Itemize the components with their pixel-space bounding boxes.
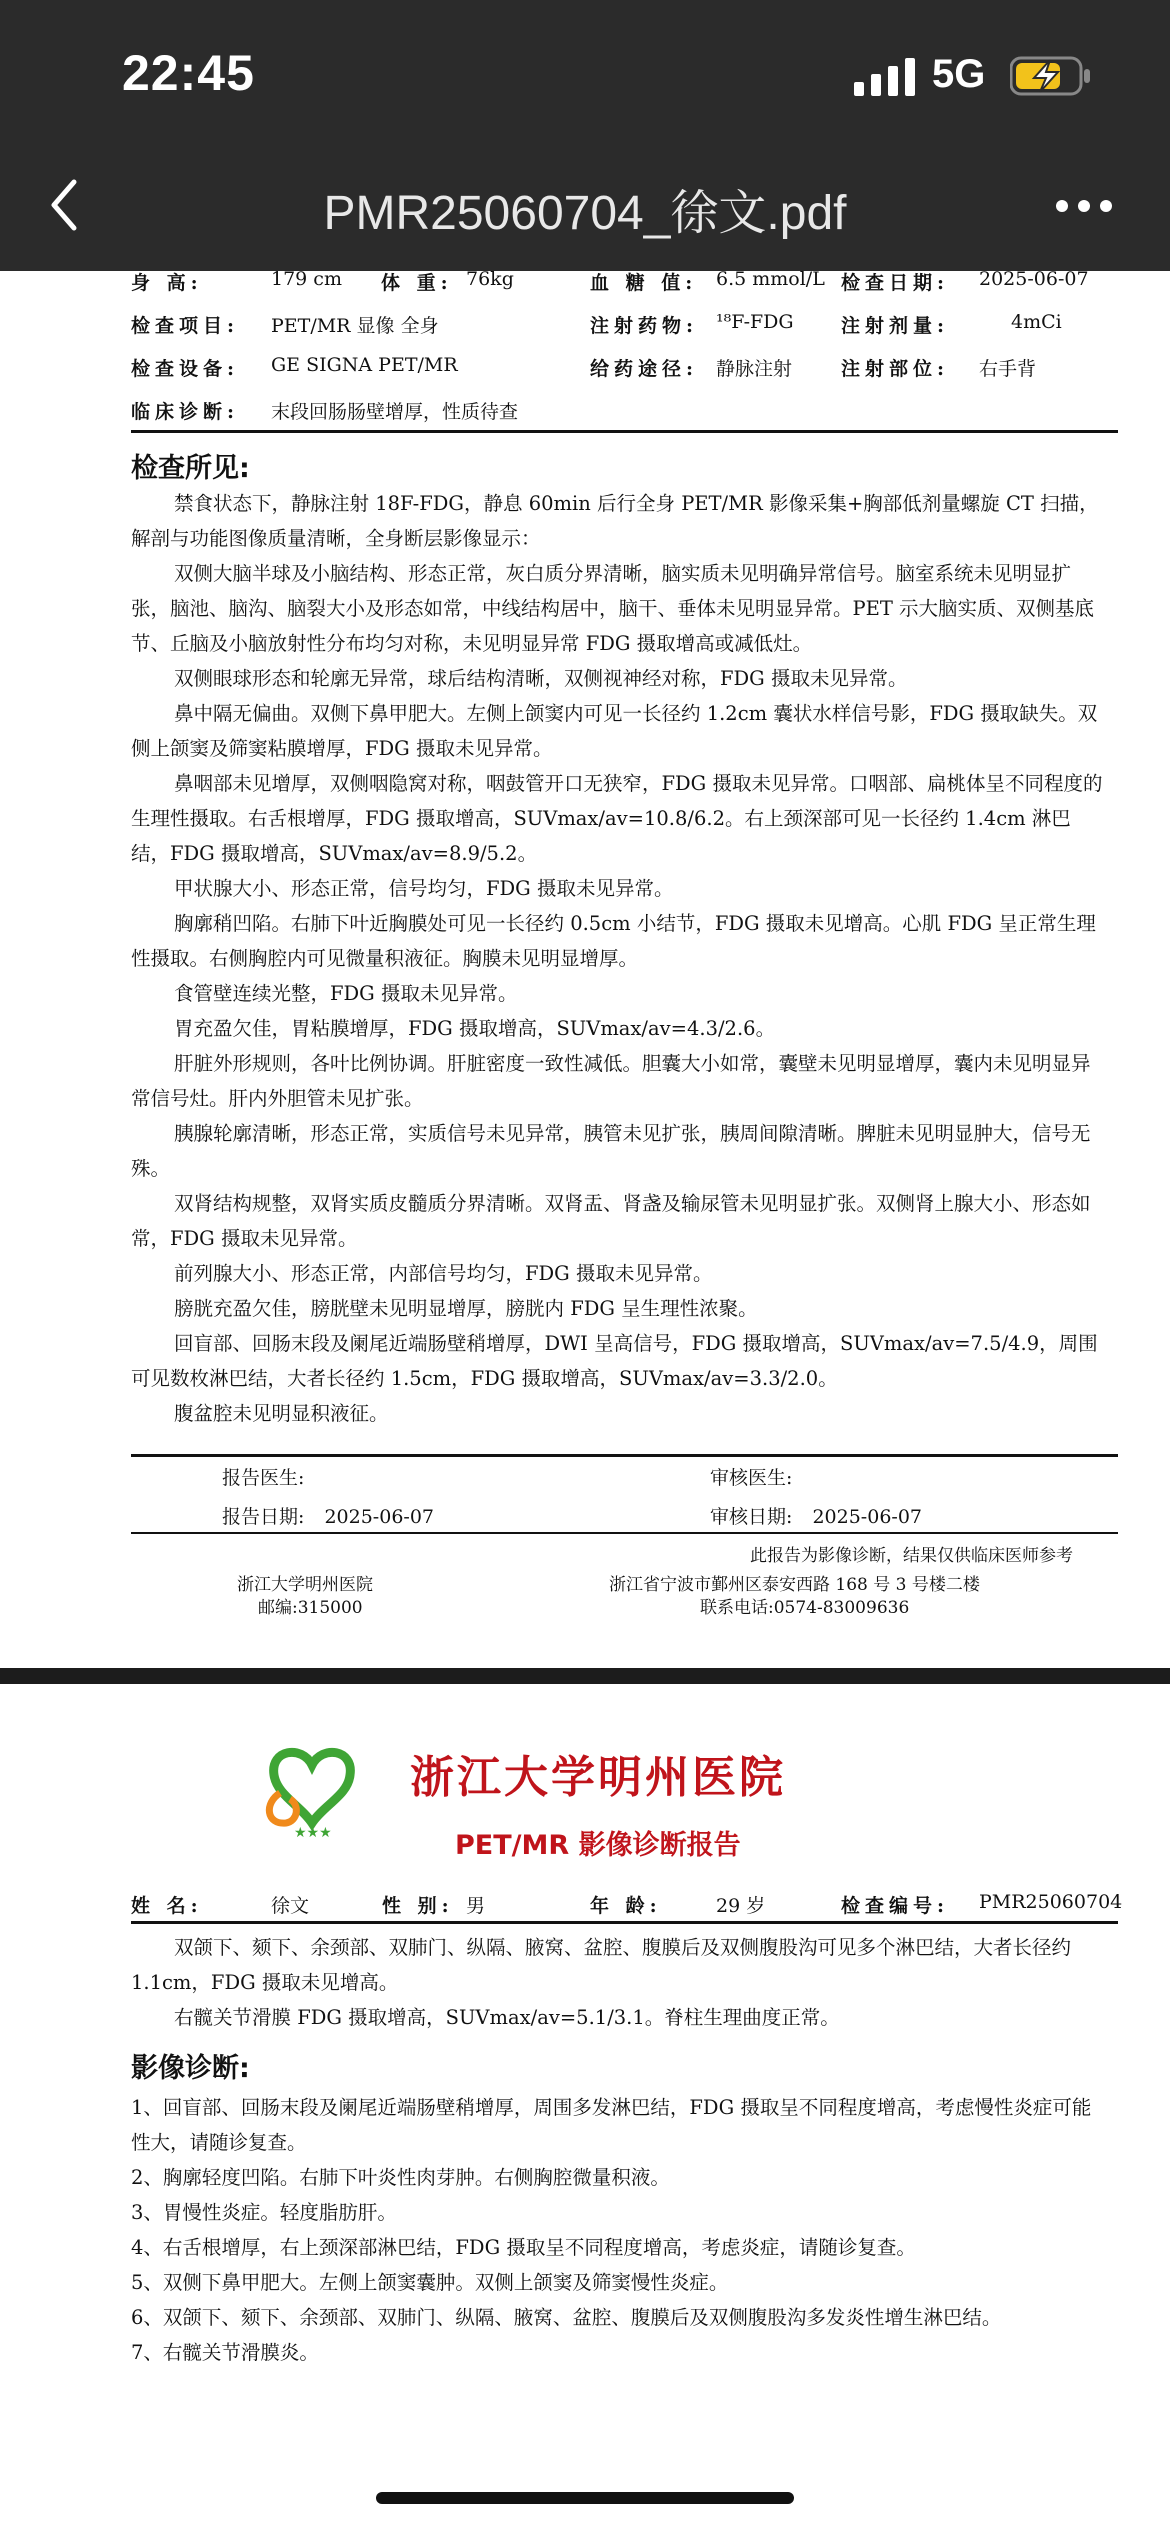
finding-paragraph: 双侧眼球形态和轮廓无异常，球后结构清晰，双侧视神经对称，FDG 摄取未见异常。 <box>174 667 908 690</box>
findings-body <box>131 486 1109 1431</box>
finding-paragraph: 鼻中隔无偏曲。双侧下鼻甲肥大。左侧上颌窦内可见一长径约 1.2cm 囊状水样信号影，FDG 摄取缺失。双侧上颌窦及筛窦粘膜增厚，FDG 摄取未见异常。 <box>131 702 1098 760</box>
signal-bars-icon <box>854 58 916 96</box>
name-value: 徐文 <box>271 1895 310 1917</box>
diagnosis-list <box>131 2090 1109 2370</box>
network-type: 5G <box>932 52 986 96</box>
site-label: 注射部位: <box>841 358 950 380</box>
finding-paragraph: 双侧大脑半球及小脑结构、形态正常，灰白质分界清晰，脑实质未见明确异常信号。脑室系统未见明显扩张，脑池、脑沟、脑裂大小及形态如常，中线结构居中，脑干、垂体未见明显异常。PET 示大脑实质、双侧基底节、丘脑及小脑放射性分布均匀对称，未见明显异常 FDG 摄取增高或减低灶。 <box>131 562 1095 655</box>
site-value: 右手背 <box>979 358 1037 380</box>
document-title: PMR25060704_徐文.pdf <box>323 187 847 240</box>
diagnosis-item: 4、右舌根增厚，右上颈深部淋巴结，FDG 摄取呈不同程度增高，考虑炎症，请随诊复查。 <box>131 2236 916 2259</box>
route-label: 给药途径: <box>590 358 699 380</box>
age-label: 年 龄: <box>590 1895 662 1917</box>
exam-no-value: PMR25060704 <box>979 1891 1123 1913</box>
name-label: 姓 名: <box>131 1895 203 1917</box>
hospital-title: 浙江大学明州医院 <box>410 1752 786 1803</box>
review-doctor-label: 审核医生: <box>710 1467 793 1489</box>
device-value: GE SIGNA PET/MR <box>271 354 458 376</box>
report-title: PET/MR 影像诊断报告 <box>455 1830 741 1861</box>
report-date-label: 报告日期: <box>222 1506 305 1528</box>
diagnosis-heading: 影像诊断: <box>131 2053 250 2084</box>
footer-address: 浙江省宁波市鄞州区泰安西路 168 号 3 号楼二楼 <box>609 1575 980 1595</box>
report-date <box>222 1502 434 1529</box>
glucose-label: 血 糖 值: <box>590 272 698 294</box>
exam-date-value: 2025-06-07 <box>979 268 1089 290</box>
divider <box>131 1532 1118 1534</box>
exam-item-value: PET/MR 显像 全身 <box>271 315 439 337</box>
review-date-value: 2025-06-07 <box>812 1506 922 1528</box>
finding-paragraph: 鼻咽部未见增厚，双侧咽隐窝对称，咽鼓管开口无狭窄，FDG 摄取未见异常。口咽部、扁桃体呈不同程度的生理性摄取。右舌根增厚，FDG 摄取增高，SUVmax/av=10.8/6.2。右上颈深部可见一长径约 1.4cm 淋巴结，FDG 摄取增高，SUVmax/av=8.9/5.2。 <box>131 772 1103 865</box>
dose-value: 4mCi <box>1011 311 1062 333</box>
glucose-value: 6.5 mmol/L <box>716 268 825 290</box>
finding-paragraph: 右髋关节滑膜 FDG 摄取增高，SUVmax/av=5.1/3.1。脊柱生理曲度正常。 <box>174 2006 840 2029</box>
disclaimer: 此报告为影像诊断，结果仅供临床医师参考 <box>750 1546 1073 1566</box>
finding-paragraph: 禁食状态下，静脉注射 18F-FDG，静息 60min 后行全身 PET/MR 影像采集+胸部低剂量螺旋 CT 扫描，解剖与功能图像质量清晰，全身断层影像显示： <box>131 492 1099 550</box>
sex-value: 男 <box>466 1895 486 1917</box>
finding-paragraph: 腹盆腔未见明显积液征。 <box>174 1402 389 1425</box>
clinical-dx-value: 末段回肠肠壁增厚，性质待查 <box>271 401 519 423</box>
finding-paragraph: 回盲部、回肠末段及阑尾近端肠壁稍增厚，DWI 呈高信号，FDG 摄取增高，SUVmax/av=7.5/4.9，周围可见数枚淋巴结，大者长径约 1.5cm，FDG 摄取增高，SUVmax/av=3.3/2.0。 <box>131 1332 1098 1390</box>
finding-paragraph: 双颌下、颏下、余颈部、双肺门、纵隔、腋窝、盆腔、腹膜后及双侧腹股沟可见多个淋巴结，大者长径约 1.1cm，FDG 摄取未见增高。 <box>131 1936 1072 1994</box>
hospital-logo-icon <box>262 1743 362 1839</box>
page-separator <box>0 1668 1170 1684</box>
finding-paragraph: 胰腺轮廓清晰，形态正常，实质信号未见异常，胰管未见扩张，胰周间隙清晰。脾脏未见明显肿大，信号无殊。 <box>131 1122 1091 1180</box>
exam-date-label: 检查日期: <box>841 272 950 294</box>
footer-phone: 联系电话:0574-83009636 <box>700 1598 910 1618</box>
more-dots-icon[interactable] <box>1054 194 1114 218</box>
age-value: 29 岁 <box>716 1895 766 1917</box>
sex-label: 性 别: <box>382 1895 454 1917</box>
diagnosis-item: 3、胃慢性炎症。轻度脂肪肝。 <box>131 2201 397 2224</box>
report-date-value: 2025-06-07 <box>324 1506 434 1528</box>
review-date <box>710 1502 922 1529</box>
footer-hospital: 浙江大学明州医院 <box>237 1575 373 1595</box>
finding-paragraph: 胸廓稍凹陷。右肺下叶近胸膜处可见一长径约 0.5cm 小结节，FDG 摄取未见增高。心肌 FDG 呈正常生理性摄取。右侧胸腔内可见微量积液征。胸膜未见明显增厚。 <box>131 912 1096 970</box>
dose-label: 注射剂量: <box>841 315 950 337</box>
footer-postcode: 邮编:315000 <box>258 1598 363 1618</box>
finding-paragraph: 前列腺大小、形态正常，内部信号均匀，FDG 摄取未见异常。 <box>174 1262 713 1285</box>
top-bar <box>0 0 1170 271</box>
diagnosis-item: 7、右髋关节滑膜炎。 <box>131 2341 319 2364</box>
finding-paragraph: 肝脏外形规则，各叶比例协调。肝脏密度一致性减低。胆囊大小如常，囊壁未见明显增厚，囊内未见明显异常信号灶。肝内外胆管未见扩张。 <box>131 1052 1091 1110</box>
finding-paragraph: 甲状腺大小、形态正常，信号均匀，FDG 摄取未见异常。 <box>174 877 674 900</box>
status-time: 22:45 <box>122 45 255 101</box>
divider <box>131 430 1118 433</box>
weight-value: 76kg <box>466 268 514 290</box>
findings-heading: 检查所见: <box>131 453 250 484</box>
svg-text:★★★: ★★★ <box>294 1825 332 1839</box>
exam-no-label: 检查编号: <box>841 1895 950 1917</box>
diagnosis-item: 6、双颌下、颏下、余颈部、双肺门、纵隔、腋窝、盆腔、腹膜后及双侧腹股沟多发炎性增生淋巴结。 <box>131 2306 1002 2329</box>
home-indicator[interactable] <box>376 2492 794 2504</box>
finding-paragraph: 双肾结构规整，双肾实质皮髓质分界清晰。双肾盂、肾盏及输尿管未见明显扩张。双侧肾上腺大小、形态如常，FDG 摄取未见异常。 <box>131 1192 1091 1250</box>
route-value: 静脉注射 <box>716 358 793 380</box>
finding-paragraph: 胃充盈欠佳，胃粘膜增厚，FDG 摄取增高，SUVmax/av=4.3/2.6。 <box>174 1017 776 1040</box>
diagnosis-item: 5、双侧下鼻甲肥大。左侧上颌窦囊肿。双侧上颌窦及筛窦慢性炎症。 <box>131 2271 729 2294</box>
divider <box>131 1921 1118 1924</box>
drug-value: ¹⁸F-FDG <box>716 311 794 333</box>
finding-paragraph: 膀胱充盈欠佳，膀胱壁未见明显增厚，膀胱内 FDG 呈生理性浓聚。 <box>174 1297 758 1320</box>
battery-charging-icon <box>1010 56 1092 96</box>
findings-continued <box>131 1930 1109 2035</box>
finding-paragraph: 食管壁连续光整，FDG 摄取未见异常。 <box>174 982 518 1005</box>
height-label: 身 高: <box>131 272 203 294</box>
diagnosis-item: 1、回盲部、回肠末段及阑尾近端肠壁稍增厚，周围多发淋巴结，FDG 摄取呈不同程度增高，考虑慢性炎症可能性大，请随诊复查。 <box>131 2096 1092 2154</box>
exam-item-label: 检查项目: <box>131 315 240 337</box>
drug-label: 注射药物: <box>590 315 699 337</box>
review-date-label: 审核日期: <box>710 1506 793 1528</box>
diagnosis-item: 2、胸廓轻度凹陷。右肺下叶炎性肉芽肿。右侧胸腔微量积液。 <box>131 2166 670 2189</box>
weight-label: 体 重: <box>381 272 453 294</box>
device-label: 检查设备: <box>131 358 240 380</box>
height-value: 179 cm <box>271 268 342 290</box>
report-doctor-label: 报告医生: <box>222 1467 305 1489</box>
clinical-dx-label: 临床诊断: <box>131 401 240 423</box>
divider <box>131 1454 1118 1457</box>
